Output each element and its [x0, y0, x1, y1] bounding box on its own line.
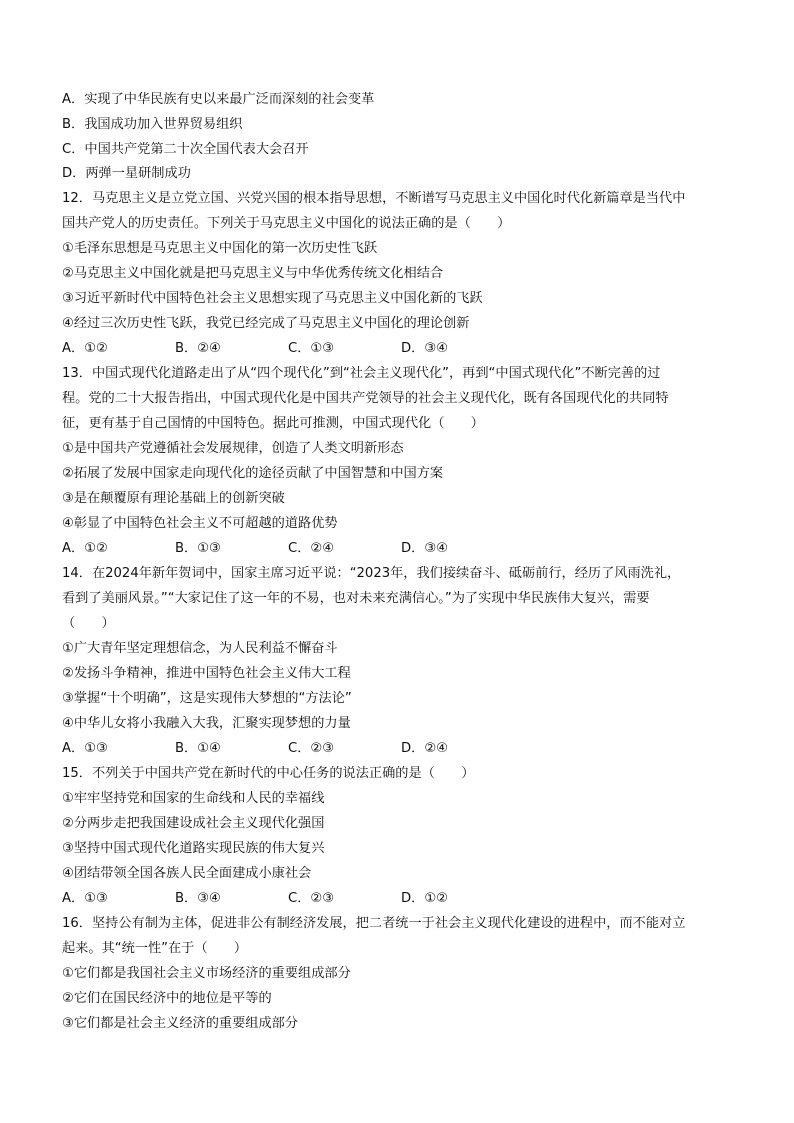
- q11-option-c: C．中国共产党第二十次全国代表大会召开: [62, 142, 309, 157]
- q13-option-c: C．②④: [288, 541, 335, 556]
- q15-option-b: B．③④: [175, 891, 221, 906]
- q13-option-d: D．③④: [401, 541, 448, 556]
- q16-stem-line-1: 16．坚持公有制为主体，促进非公有制经济发展，把二者统一于社会主义现代化建设的进程中，而不能对立: [62, 916, 686, 931]
- q13-item-1: ①是中国共产党遵循社会发展规律，创造了人类文明新形态: [62, 441, 404, 456]
- q16-item-2: ②它们在国民经济中的地位是平等的: [62, 991, 272, 1006]
- q16-item-3: ③它们都是社会主义经济的重要组成部分: [62, 1016, 299, 1031]
- q12-item-1: ①毛泽东思想是马克思主义中国化的第一次历史性飞跃: [62, 241, 378, 256]
- q13-stem-line-1: 13．中国式现代化道路走出了从“四个现代化”到“社会主义现代化”，再到“中国式现代化”不断完善的过: [62, 366, 661, 381]
- q12-option-d: D．③④: [401, 341, 448, 356]
- q14-item-2: ②发扬斗争精神，推进中国特色社会主义伟大工程: [62, 666, 351, 681]
- q11-option-d: D．两弹一星研制成功: [62, 166, 191, 181]
- q14-item-3: ③掌握“十个明确”，这是实现伟大梦想的“方法论”: [62, 691, 352, 706]
- q14-option-d: D．②④: [401, 741, 448, 756]
- q14-stem-line-1: 14．在2024年新年贺词中，国家主席习近平说：“2023年，我们接续奋斗、砥砺前行，经历了风雨洗礼，: [62, 566, 681, 581]
- q13-stem-line-3: 征，更有基于自己国情的中国特色。据此可推测，中国式现代化（ ）: [62, 416, 484, 431]
- q14-answer-blank: （ ）: [62, 616, 115, 631]
- q15-option-c: C．②③: [288, 891, 335, 906]
- q14-option-b: B．①④: [175, 741, 221, 756]
- q15-stem: 15．不列关于中国共产党在新时代的中心任务的说法正确的是（ ）: [62, 766, 475, 781]
- q14-stem-line-2: 看到了美丽风景。”“大家记住了这一年的不易，也对未来充满信心。”为了实现中华民族伟大复兴，需要: [62, 591, 650, 606]
- q14-option-c: C．②③: [288, 741, 335, 756]
- q12-option-b: B．②④: [175, 341, 221, 356]
- q13-option-b: B．①③: [175, 541, 221, 556]
- q15-option-d: D．①②: [401, 891, 448, 906]
- q11-option-a: A．实现了中华民族有史以来最广泛而深刻的社会变革: [62, 92, 375, 107]
- q12-item-4: ④经过三次历史性飞跃，我党已经完成了马克思主义中国化的理论创新: [62, 316, 470, 331]
- q12-item-3: ③习近平新时代中国特色社会主义思想实现了马克思主义中国化新的飞跃: [62, 291, 483, 306]
- q15-item-4: ④团结带领全国各族人民全面建成小康社会: [62, 866, 312, 881]
- q15-item-3: ③坚持中国式现代化道路实现民族的伟大复兴: [62, 841, 325, 856]
- q12-stem-line-1: 12．马克思主义是立党立国、兴党兴国的根本指导思想，不断谱写马克思主义中国化时代化新篇章是当代中: [62, 191, 686, 206]
- q14-option-a: A．①③: [62, 741, 108, 756]
- q15-item-2: ②分两步走把我国建设成社会主义现代化强国: [62, 816, 325, 831]
- q14-item-1: ①广大青年坚定理想信念，为人民利益不懈奋斗: [62, 641, 338, 656]
- q12-option-a: A．①②: [62, 341, 108, 356]
- q12-option-c: C．①③: [288, 341, 335, 356]
- q13-item-2: ②拓展了发展中国家走向现代化的途径贡献了中国智慧和中国方案: [62, 466, 444, 481]
- q13-stem-line-2: 程。党的二十大报告指出，中国式现代化是中国共产党领导的社会主义现代化，既有各国现代化的共同特: [62, 391, 669, 406]
- q16-item-1: ①它们都是我国社会主义市场经济的重要组成部分: [62, 966, 351, 981]
- q15-item-1: ①牢牢坚持党和国家的生命线和人民的幸福线: [62, 791, 325, 806]
- q11-option-b: B．我国成功加入世界贸易组织: [62, 117, 243, 132]
- q16-stem-line-2: 起来。其“统一性”在于（ ）: [62, 941, 248, 956]
- q12-item-2: ②马克思主义中国化就是把马克思主义与中华优秀传统文化相结合: [62, 266, 444, 281]
- q13-option-a: A．①②: [62, 541, 108, 556]
- q13-item-3: ③是在颠覆原有理论基础上的创新突破: [62, 491, 285, 506]
- q15-option-a: A．①③: [62, 891, 108, 906]
- q13-item-4: ④彰显了中国特色社会主义不可超越的道路优势: [62, 516, 338, 531]
- q14-item-4: ④中华儿女将小我融入大我，汇聚实现梦想的力量: [62, 716, 351, 731]
- q12-stem-line-2: 国共产党人的历史责任。下列关于马克思主义中国化的说法正确的是（ ）: [62, 216, 511, 231]
